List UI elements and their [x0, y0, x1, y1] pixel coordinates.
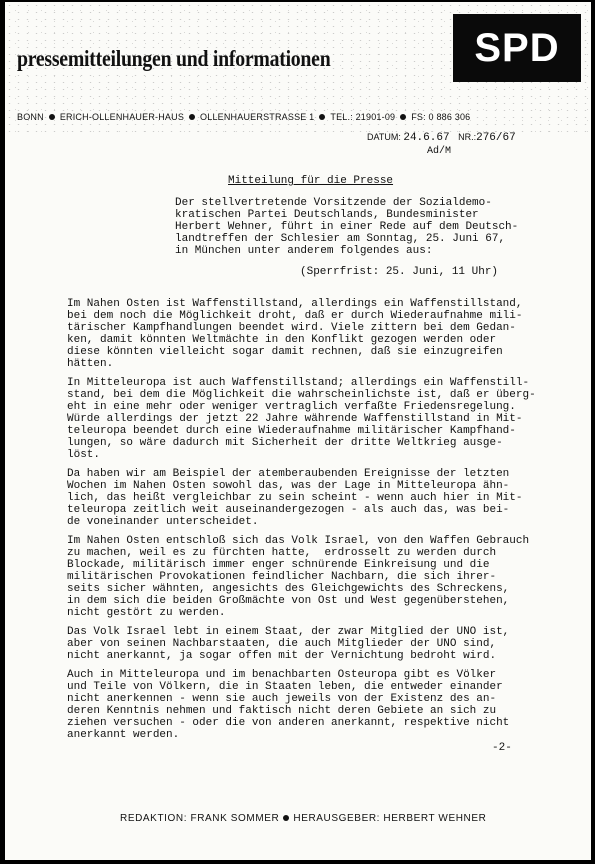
- address-line: [17, 112, 470, 122]
- paragraph: Das Volk Israel lebt in einem Staat, der zwar Mitglied der UNO ist, aber von seinen Nachbarstaaten, die auch Mitglieder der UNO sind, nicht anerkannt, ja sogar offen mit der Vernichtung bedroht wird.: [67, 626, 510, 662]
- address-phone: TEL.: 21901-09: [330, 112, 396, 122]
- embargo-note: (Sperrfrist: 25. Juni, 11 Uhr): [300, 266, 499, 278]
- footer-redaktion: REDAKTION: FRANK SOMMER: [120, 813, 280, 824]
- bullet-icon: [49, 114, 55, 120]
- masthead-title: pressemitteilungen und informationen: [17, 46, 331, 71]
- footer-herausgeber: HERAUSGEBER: HERBERT WEHNER: [293, 813, 487, 824]
- paragraph: In Mitteleuropa ist auch Waffenstillstand; allerdings ein Waffenstill- stand, bei dem die Möglichkeit die wahrscheinlichste ist, daß er überg- eht in eine mehr oder weniger vertraglich verfaßte Friedensregelung. Würde allerdings der jetzt 22 Jahre währende Waffenstillstand in Mit- teleuropa beendet durch eine Wiederaufnahme militärischer Kampfhand- lungen, so wäre dadurch mit Sicherheit der dritte Weltkrieg ausge- löst.: [67, 377, 536, 461]
- nr-label: NR.:: [458, 132, 477, 142]
- footer-credits: [120, 813, 486, 824]
- nr-value: 276/67: [476, 132, 516, 144]
- address-fs: FS: 0 886 306: [411, 112, 471, 122]
- spd-logo: SPD: [453, 14, 581, 82]
- datum-line: [367, 132, 516, 144]
- typist-initials: Ad/M: [427, 146, 452, 157]
- bullet-icon: [400, 114, 406, 120]
- datum-value: 24.6.67: [403, 132, 450, 144]
- paragraph: Im Nahen Osten ist Waffenstillstand, allerdings ein Waffenstillstand, bei dem noch die Möglichkeit droht, daß er durch Wiederaufnahme mili- tärischer Kampfhandlungen beendet wird. Viele zittern bei dem Gedan- ken, damit könnten Weltmächte in den Konflikt gezogen werden oder diese könnten vielleicht sogar damit rechnen, daß sie einzugreifen hätten.: [67, 298, 523, 370]
- address-city: BONN: [17, 112, 44, 122]
- document-page: [5, 2, 591, 860]
- body-text: [67, 298, 572, 748]
- address-street: OLLENHAUERSTRASSE 1: [200, 112, 315, 122]
- page-continuation-marker: -2-: [492, 742, 512, 754]
- bullet-icon: [319, 114, 325, 120]
- datum-label: DATUM:: [367, 132, 401, 142]
- paragraph: Im Nahen Osten entschloß sich das Volk Israel, von den Waffen Gebrauch zu machen, weil es zu fürchten hatte, erdrosselt zu werden durch Blockade, militärisch immer enger schnürende Einkreisung und die militärischen Provokationen feindlicher Nachbarn, die sich ihrer- seits sicher wähnten, angesichts des Gleichgewichts des Schreckens, in dem sich die beiden Großmächte von Ost und West gegenüberstehen, nicht gestört zu werden.: [67, 535, 530, 619]
- intro-text: Der stellvertretende Vorsitzende der Sozialdemo- kratischen Partei Deutschlands, Bundesminister Herbert Wehner, führt in einer Rede auf dem Deutsch- landtreffen der Schlesier am Sonntag, 25. Juni 67, in München unter anderem folgendes aus:: [175, 197, 519, 257]
- paragraph: Auch in Mitteleuropa und im benachbarten Osteuropa gibt es Völker und Teile von Völkern, die in Staaten leben, die entweder einander nicht anerkennen - wenn sie auch jeweils von der Existenz des an- deren Kenntnis nehmen und faktisch nicht deren Gebiete an sich zu ziehen versuchen - oder die von anderen anerkannt, respektive nicht anerkannt werden.: [67, 669, 510, 741]
- address-building: ERICH-OLLENHAUER-HAUS: [59, 112, 185, 122]
- bullet-icon: [283, 815, 289, 821]
- paragraph: Da haben wir am Beispiel der atemberaubenden Ereignisse der letzten Wochen im Nahen Osten sowohl das, was der Lage in Mitteleuropa ähn- lich, das heißt vergleichbar zu sein scheint - wenn auch hier in Mit- teleuropa zeitlich weit auseinandergezogen - als auch das, was bei- de voneinander unterscheidet.: [67, 468, 523, 528]
- press-release-title: Mitteilung für die Presse: [228, 175, 394, 187]
- bullet-icon: [189, 114, 195, 120]
